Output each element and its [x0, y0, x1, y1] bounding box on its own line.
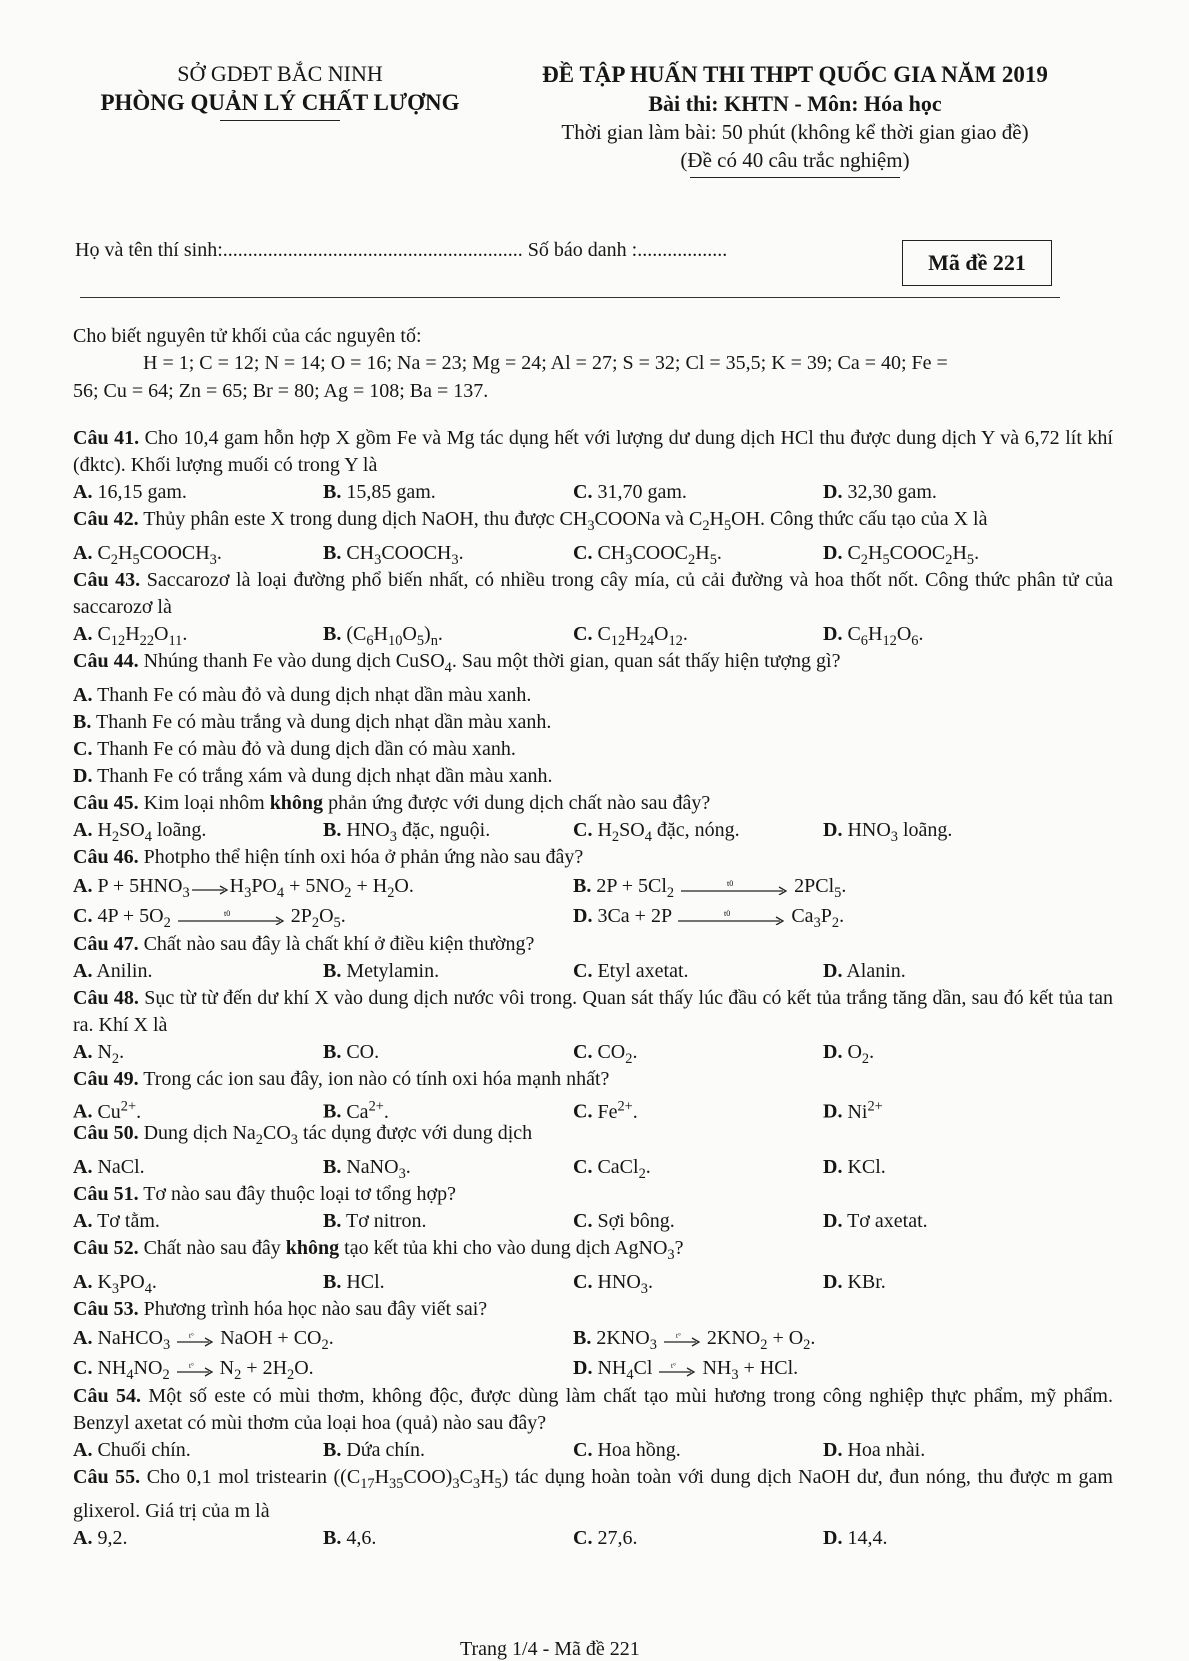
option-letter: A. — [73, 1210, 93, 1232]
option-letter: D. — [823, 960, 843, 982]
option-letter: C. — [73, 905, 93, 927]
option-letter: C. — [573, 1156, 593, 1178]
question-52 — [73, 1235, 1113, 1296]
option-text: $C_2H_5COOC_2H_5$. — [842, 542, 980, 568]
option-text: 27,6. — [592, 1527, 638, 1549]
option-letter: B. — [323, 623, 342, 645]
option-text: $C_2H_5COOCH_3$. — [92, 542, 222, 568]
option-text: Thanh Fe có trắng xám và dung dịch nhạt dần màu xanh. — [92, 765, 553, 787]
option-text: Thanh Fe có màu đỏ và dung dịch dần có màu xanh. — [92, 738, 516, 760]
option-letter: C. — [73, 1357, 93, 1379]
option-letter: C. — [573, 481, 593, 503]
answer-option[interactable] — [823, 1093, 1073, 1123]
option-text: $CH_3COOC_2H_5$. — [592, 542, 722, 568]
question-text: Nhúng thanh Fe vào dung dịch CuSO$_4$. Sau một thời gian, quan sát thấy hiện tượng gì? — [138, 650, 841, 676]
option-text: Chuối chín. — [92, 1439, 191, 1461]
question-49 — [73, 1066, 1113, 1123]
option-letter: C. — [573, 1271, 593, 1293]
answer-option[interactable] — [573, 871, 1073, 901]
option-letter: C. — [573, 1527, 593, 1549]
option-letter: B. — [323, 1156, 342, 1178]
option-letter: A. — [73, 819, 93, 841]
option-text: Tơ tằm. — [92, 1210, 160, 1232]
question-43 — [73, 567, 1113, 648]
answer-option[interactable] — [73, 682, 1113, 709]
question-number: Câu 46. — [73, 846, 139, 868]
option-letter: A. — [73, 542, 93, 564]
option-letter: D. — [823, 1439, 843, 1461]
office-name: PHÒNG QUẢN LÝ CHẤT LƯỢNG — [100, 90, 460, 115]
answer-row — [73, 1323, 1113, 1353]
option-letter: B. — [323, 1210, 342, 1232]
option-letter: C. — [73, 738, 93, 760]
answer-row — [73, 871, 1113, 901]
option-text: $C_6H_{12}O_6$. — [842, 623, 924, 649]
question-stem — [73, 425, 1113, 479]
option-letter: B. — [323, 1100, 342, 1123]
option-text: 31,70 gam. — [592, 481, 687, 503]
reaction-arrow-heat — [657, 1361, 697, 1377]
question-number: Câu 41. — [73, 427, 140, 449]
question-number: Câu 52. — [73, 1237, 139, 1259]
header-left — [80, 60, 480, 121]
question-number: Câu 55. — [73, 1466, 141, 1488]
option-text: Sợi bông. — [592, 1210, 675, 1232]
exam-title: ĐỀ TẬP HUẤN THI THPT QUỐC GIA NĂM 2019 — [542, 62, 1048, 87]
option-text: $NH_4Cl$ t° $NH_3$ + HCl. — [592, 1357, 799, 1383]
answer-options — [73, 621, 1113, 648]
option-text: Tơ axetat. — [842, 1210, 928, 1232]
question-55 — [73, 1464, 1113, 1552]
question-text: Dung dịch $Na_2CO_3$ tác dụng được với dung dịch — [138, 1122, 533, 1148]
option-letter: D. — [823, 481, 843, 503]
answer-option[interactable] — [323, 1437, 573, 1464]
question-stem — [73, 1235, 1113, 1269]
time-line: Thời gian làm bài: 50 phút (không kể thời gian giao đề) — [561, 120, 1029, 144]
question-text: Trong các ion sau đây, ion nào có tính oxi hóa mạnh nhất? — [138, 1068, 610, 1090]
answer-option[interactable] — [73, 871, 573, 901]
answer-option[interactable] — [323, 1208, 573, 1235]
svg-text:t°: t° — [675, 1332, 681, 1341]
answer-row — [73, 901, 1113, 931]
question-text: Tơ nào sau đây thuộc loại tơ tổng hợp? — [138, 1183, 456, 1205]
option-text: Thanh Fe có màu đỏ và dung dịch nhạt dần màu xanh. — [92, 684, 532, 706]
answer-options — [73, 1269, 1113, 1296]
question-text: Chất nào sau đây là chất khí ở điều kiện thường? — [138, 933, 535, 955]
option-text: $Ca^{2+}$. — [341, 1098, 389, 1123]
department-name: SỞ GDĐT BẮC NINH — [177, 61, 383, 86]
option-text: $HNO_3$ đặc, nguội. — [341, 819, 491, 845]
svg-text:t°: t° — [188, 1362, 194, 1371]
option-text: 32,30 gam. — [842, 481, 937, 503]
option-text: $Ni^{2+}$ — [842, 1098, 883, 1123]
atomic-mass-line-2: 56; Cu = 64; Zn = 65; Br = 80; Ag = 108; Ba = 137. — [73, 380, 489, 402]
option-text: Hoa nhài. — [842, 1439, 926, 1461]
option-letter: D. — [823, 1271, 843, 1293]
subject-line: Bài thi: KHTN - Môn: Hóa học — [648, 91, 942, 116]
answer-option[interactable] — [573, 1269, 823, 1296]
option-letter: D. — [573, 905, 593, 927]
option-letter: D. — [823, 1527, 843, 1549]
question-stem — [73, 1181, 1113, 1208]
answer-option[interactable] — [73, 1039, 323, 1066]
header-separator — [80, 297, 1060, 298]
answer-option[interactable] — [573, 1437, 823, 1464]
question-stem — [73, 985, 1113, 1039]
answer-options — [73, 1208, 1113, 1235]
answer-option[interactable] — [73, 1353, 573, 1383]
option-letter: B. — [73, 711, 92, 733]
answer-option[interactable] — [573, 540, 823, 567]
option-letter: D. — [823, 1156, 843, 1178]
answer-option[interactable] — [823, 1039, 1073, 1066]
question-text: Cho 10,4 gam hỗn hợp X gồm Fe và Mg tác dụng hết với lượng dư dung dịch HCl thu được dung dịch Y và 6,72 lít khí (đktc). Khối lượng muối có trong Y là — [73, 427, 1113, 476]
option-letter: B. — [323, 960, 342, 982]
question-46 — [73, 844, 1113, 931]
question-number: Câu 42. — [73, 508, 139, 530]
answer-option[interactable] — [573, 1323, 1073, 1353]
question-number: Câu 47. — [73, 933, 139, 955]
option-text: NaCl. — [92, 1156, 145, 1178]
option-letter: D. — [823, 1041, 843, 1063]
question-text: Sục từ từ đến dư khí X vào dung dịch nước vôi trong. Quan sát thấy lúc đầu có kết tủa trắng tăng dần, sau đó kết tủa tan ra. Khí X là — [73, 987, 1113, 1036]
answer-option[interactable] — [573, 1208, 823, 1235]
option-letter: C. — [573, 960, 593, 982]
answer-option[interactable] — [573, 1093, 823, 1123]
option-text: $Cu^{2+}$. — [92, 1098, 142, 1123]
answer-option[interactable] — [823, 540, 1073, 567]
reaction-arrow-heat — [175, 1331, 215, 1347]
answer-options — [73, 958, 1113, 985]
answer-options — [73, 682, 1113, 790]
option-text: $Fe^{2+}$. — [592, 1098, 638, 1123]
answer-option[interactable] — [823, 1154, 1073, 1181]
answer-option[interactable] — [573, 1525, 823, 1552]
reaction-arrow-heat — [676, 909, 786, 925]
option-letter: D. — [823, 819, 843, 841]
answer-options — [73, 1154, 1113, 1181]
answer-option[interactable] — [73, 540, 323, 567]
option-letter: B. — [323, 542, 342, 564]
option-text: 16,15 gam. — [92, 481, 187, 503]
question-stem — [73, 1296, 1113, 1323]
option-letter: B. — [323, 819, 342, 841]
option-text: $C_{12}H_{24}O_{12}$. — [592, 623, 688, 649]
answer-option[interactable] — [573, 1353, 1073, 1383]
option-text: Metylamin. — [341, 960, 440, 982]
answer-options — [73, 479, 1113, 506]
option-letter: D. — [573, 1357, 593, 1379]
answer-options — [73, 817, 1113, 844]
option-letter: A. — [73, 1041, 93, 1063]
option-letter: D. — [73, 765, 93, 787]
answer-option[interactable] — [323, 1154, 573, 1181]
question-number: Câu 43. — [73, 569, 141, 591]
exam-code-box — [902, 240, 1052, 286]
question-53 — [73, 1296, 1113, 1383]
answer-option[interactable] — [323, 479, 573, 506]
option-letter: C. — [573, 1210, 593, 1232]
question-stem — [73, 790, 1113, 817]
option-text: NaNO$_3$. — [341, 1156, 411, 1182]
answer-option[interactable] — [323, 1039, 573, 1066]
option-text: $N_2$. — [92, 1041, 125, 1067]
option-letter: A. — [73, 875, 93, 897]
question-41 — [73, 425, 1113, 506]
option-text: Anilin. — [92, 960, 153, 982]
question-text: Phương trình hóa học nào sau đây viết sai? — [138, 1298, 488, 1320]
reaction-arrow-heat — [679, 879, 789, 895]
question-text: Chất nào sau đây không tạo kết tủa khi cho vào dung dịch AgNO$_3$? — [138, 1237, 684, 1263]
option-text: 3Ca + 2P t0 $Ca_3P_2$. — [592, 905, 845, 931]
atomic-mass-line-1: H = 1; C = 12; N = 14; O = 16; Na = 23; Mg = 24; Al = 27; S = 32; Cl = 35,5; K = 39; Ca = 40; Fe = — [143, 352, 948, 374]
reaction-arrow-heat — [175, 1361, 215, 1377]
answer-option[interactable] — [573, 1154, 823, 1181]
question-number: Câu 44. — [73, 650, 139, 672]
answer-option[interactable] — [73, 736, 1113, 763]
option-letter: C. — [573, 1041, 593, 1063]
option-text: Thanh Fe có màu trắng và dung dịch nhạt dần màu xanh. — [91, 711, 552, 733]
option-letter: A. — [73, 1100, 93, 1123]
option-letter: A. — [73, 960, 93, 982]
svg-text:t0: t0 — [724, 909, 731, 919]
question-42 — [73, 506, 1113, 567]
answer-option[interactable] — [823, 958, 1073, 985]
question-number: Câu 49. — [73, 1068, 139, 1090]
answer-option[interactable] — [323, 1269, 573, 1296]
option-text: $HNO_3$ loãng. — [842, 819, 953, 845]
question-number: Câu 53. — [73, 1298, 139, 1320]
reaction-arrow-heat — [176, 909, 286, 925]
question-stem — [73, 1383, 1113, 1437]
option-text: $CH_3COOCH_3$. — [341, 542, 464, 568]
question-stem — [73, 1066, 1113, 1093]
option-letter: B. — [323, 481, 342, 503]
question-text: Cho 0,1 mol tristearin $((C_{17}H_{35}COO)_3C_3H_5)$ tác dụng hoàn toàn với dung dịch NaOH dư, đun nóng, thu được m gam glixerol. Giá trị của m là — [73, 1466, 1113, 1522]
option-letter: B. — [323, 1527, 342, 1549]
header-right-underline — [690, 177, 900, 178]
answer-option[interactable] — [73, 1269, 323, 1296]
option-letter: C. — [573, 1439, 593, 1461]
question-54 — [73, 1383, 1113, 1464]
option-text: $O_2$. — [842, 1041, 875, 1067]
option-text: $K_3PO_4$. — [92, 1271, 157, 1297]
option-letter: D. — [823, 542, 843, 564]
answer-option[interactable] — [73, 1093, 323, 1123]
question-stem — [73, 1120, 1113, 1154]
answer-option[interactable] — [73, 958, 323, 985]
question-number: Câu 45. — [73, 792, 139, 814]
svg-text:t°: t° — [671, 1362, 677, 1371]
question-stem — [73, 844, 1113, 871]
question-text: Một số este có mùi thơm, không độc, được dùng làm chất tạo mùi hương trong công nghiệp thực phẩm, mỹ phẩm. Benzyl axetat có mùi thơm của loại hoa (quả) nào sau đây? — [73, 1385, 1113, 1434]
option-letter: D. — [823, 1210, 843, 1232]
option-letter: D. — [823, 1100, 843, 1123]
option-text: $CO_2$. — [592, 1041, 638, 1067]
option-text: CaCl$_2$. — [592, 1156, 651, 1182]
answer-option[interactable] — [73, 1208, 323, 1235]
answer-option[interactable] — [823, 1208, 1073, 1235]
option-text: HCl. — [341, 1271, 385, 1293]
option-text: 4,6. — [341, 1527, 377, 1549]
question-51 — [73, 1181, 1113, 1235]
option-letter: C. — [573, 819, 593, 841]
option-letter: B. — [573, 1327, 592, 1349]
option-text: Alanin. — [842, 960, 906, 982]
answer-option[interactable] — [73, 1154, 323, 1181]
option-letter: A. — [73, 684, 93, 706]
answer-row — [73, 1353, 1113, 1383]
question-number: Câu 54. — [73, 1385, 141, 1407]
option-text: $P + 5HNO_3$ $H_3PO_4 + 5NO_2 + H_2O$. — [92, 875, 414, 901]
option-text: Tơ nitron. — [341, 1210, 427, 1232]
option-text: $H_2SO_4$ đặc, nóng. — [592, 819, 740, 845]
question-50 — [73, 1120, 1113, 1181]
answer-options — [73, 1525, 1113, 1552]
answer-option[interactable] — [573, 817, 823, 844]
answer-option[interactable] — [823, 1525, 1073, 1552]
option-text: $4P + 5O_2$ t0 $2P_2O_5$. — [92, 905, 346, 931]
reaction-arrow — [190, 879, 230, 895]
question-45 — [73, 790, 1113, 844]
option-letter: A. — [73, 623, 93, 645]
option-text: $H_2SO_4$ loãng. — [92, 819, 207, 845]
answer-option[interactable] — [573, 621, 823, 648]
question-text: Thủy phân este X trong dung dịch NaOH, thu được $CH_3COONa$ và $C_2H_5OH$. Công thức cấu tạo của X là — [138, 508, 988, 534]
question-stem — [73, 567, 1113, 621]
option-text: $(C_6H_{10}O_5)_n$. — [341, 623, 443, 649]
option-text: $HNO_3$. — [592, 1271, 653, 1297]
answer-option[interactable] — [73, 1525, 323, 1552]
header-right — [505, 60, 1085, 178]
option-letter: A. — [73, 1439, 93, 1461]
answer-option[interactable] — [73, 817, 323, 844]
question-44 — [73, 648, 1113, 790]
answer-option[interactable] — [323, 817, 573, 844]
question-list — [73, 425, 1113, 1552]
option-letter: A. — [73, 1271, 93, 1293]
reaction-arrow-heat — [662, 1331, 702, 1347]
option-letter: A. — [73, 1327, 93, 1349]
answer-option[interactable] — [73, 479, 323, 506]
option-text: CO. — [341, 1041, 380, 1063]
answer-option[interactable] — [823, 1269, 1073, 1296]
page-footer: Trang 1/4 - Mã đề 221 — [460, 1638, 640, 1660]
question-number: Câu 50. — [73, 1122, 139, 1144]
svg-text:t0: t0 — [727, 879, 734, 889]
option-letter: B. — [573, 875, 592, 897]
option-letter: A. — [73, 481, 93, 503]
answer-option[interactable] — [823, 817, 1073, 844]
question-text: Saccarozơ là loại đường phổ biến nhất, có nhiều trong cây mía, củ cải đường và hoa thốt nốt. Công thức phân tử của saccarozơ là — [73, 569, 1114, 618]
answer-option[interactable] — [323, 1525, 573, 1552]
svg-text:t°: t° — [189, 1332, 194, 1341]
answer-options — [73, 1039, 1113, 1066]
answer-option[interactable] — [323, 540, 573, 567]
answer-option[interactable] — [823, 1437, 1073, 1464]
option-letter: C. — [573, 542, 593, 564]
answer-option[interactable] — [573, 901, 1073, 931]
answer-option[interactable] — [823, 621, 1073, 648]
answer-option[interactable] — [323, 958, 573, 985]
answer-option[interactable] — [573, 958, 823, 985]
option-text: 14,4. — [842, 1527, 888, 1549]
option-text: $2KNO_3$ t° $2KNO_2 + O_2$. — [591, 1327, 816, 1353]
answer-option[interactable] — [823, 479, 1073, 506]
option-letter: B. — [323, 1041, 342, 1063]
question-stem — [73, 506, 1113, 540]
option-letter: C. — [573, 623, 593, 645]
answer-option[interactable] — [73, 763, 1113, 790]
answer-options — [73, 1093, 1113, 1123]
answer-option[interactable] — [73, 1323, 573, 1353]
answer-option[interactable] — [323, 621, 573, 648]
candidate-info-line: Họ và tên thí sinh:............................................................ Số báo danh :.................. — [75, 239, 728, 261]
option-text: KBr. — [842, 1271, 886, 1293]
option-letter: C. — [573, 1100, 593, 1123]
answer-options — [73, 1437, 1113, 1464]
option-letter: B. — [323, 1271, 342, 1293]
option-text: $2P + 5Cl_2$ t0 2PCl$_5$. — [591, 875, 847, 901]
question-stem — [73, 648, 1113, 682]
atomic-mass-intro: Cho biết nguyên tử khối của các nguyên tố: — [73, 325, 422, 347]
question-47 — [73, 931, 1113, 985]
answer-option[interactable] — [73, 621, 323, 648]
question-stem — [73, 1464, 1113, 1525]
exam-code: Mã đề 221 — [928, 250, 1026, 275]
option-letter: A. — [73, 1156, 93, 1178]
option-text: 15,85 gam. — [341, 481, 436, 503]
question-number: Câu 51. — [73, 1183, 139, 1205]
answer-option[interactable] — [573, 479, 823, 506]
svg-text:t0: t0 — [223, 909, 230, 919]
answer-option[interactable] — [73, 901, 573, 931]
question-number: Câu 48. — [73, 987, 139, 1009]
option-text: KCl. — [842, 1156, 886, 1178]
option-text: $NH_4NO_2$ t° $N_2 + 2H_2O$. — [92, 1357, 314, 1383]
option-text: Etyl axetat. — [592, 960, 689, 982]
answer-option[interactable] — [73, 709, 1113, 736]
answer-options — [73, 540, 1113, 567]
answer-option[interactable] — [323, 1093, 573, 1123]
option-letter: D. — [823, 623, 843, 645]
question-count-line: (Đề có 40 câu trắc nghiệm) — [680, 148, 910, 172]
option-text: $C_{12}H_{22}O_{11}$. — [92, 623, 188, 649]
option-text: NaHCO$_3$ t° NaOH + $CO_2$. — [92, 1327, 334, 1353]
option-letter: A. — [73, 1527, 93, 1549]
header-left-underline — [220, 120, 340, 121]
option-text: Dứa chín. — [341, 1439, 425, 1461]
answer-option[interactable] — [573, 1039, 823, 1066]
question-48 — [73, 985, 1113, 1066]
option-text: Hoa hồng. — [592, 1439, 681, 1461]
question-text: Kim loại nhôm không phản ứng được với dung dịch chất nào sau đây? — [138, 792, 711, 814]
option-letter: B. — [323, 1439, 342, 1461]
question-stem — [73, 931, 1113, 958]
question-text: Photpho thể hiện tính oxi hóa ở phản ứng nào sau đây? — [138, 846, 584, 868]
answer-option[interactable] — [73, 1437, 323, 1464]
option-text: 9,2. — [92, 1527, 128, 1549]
